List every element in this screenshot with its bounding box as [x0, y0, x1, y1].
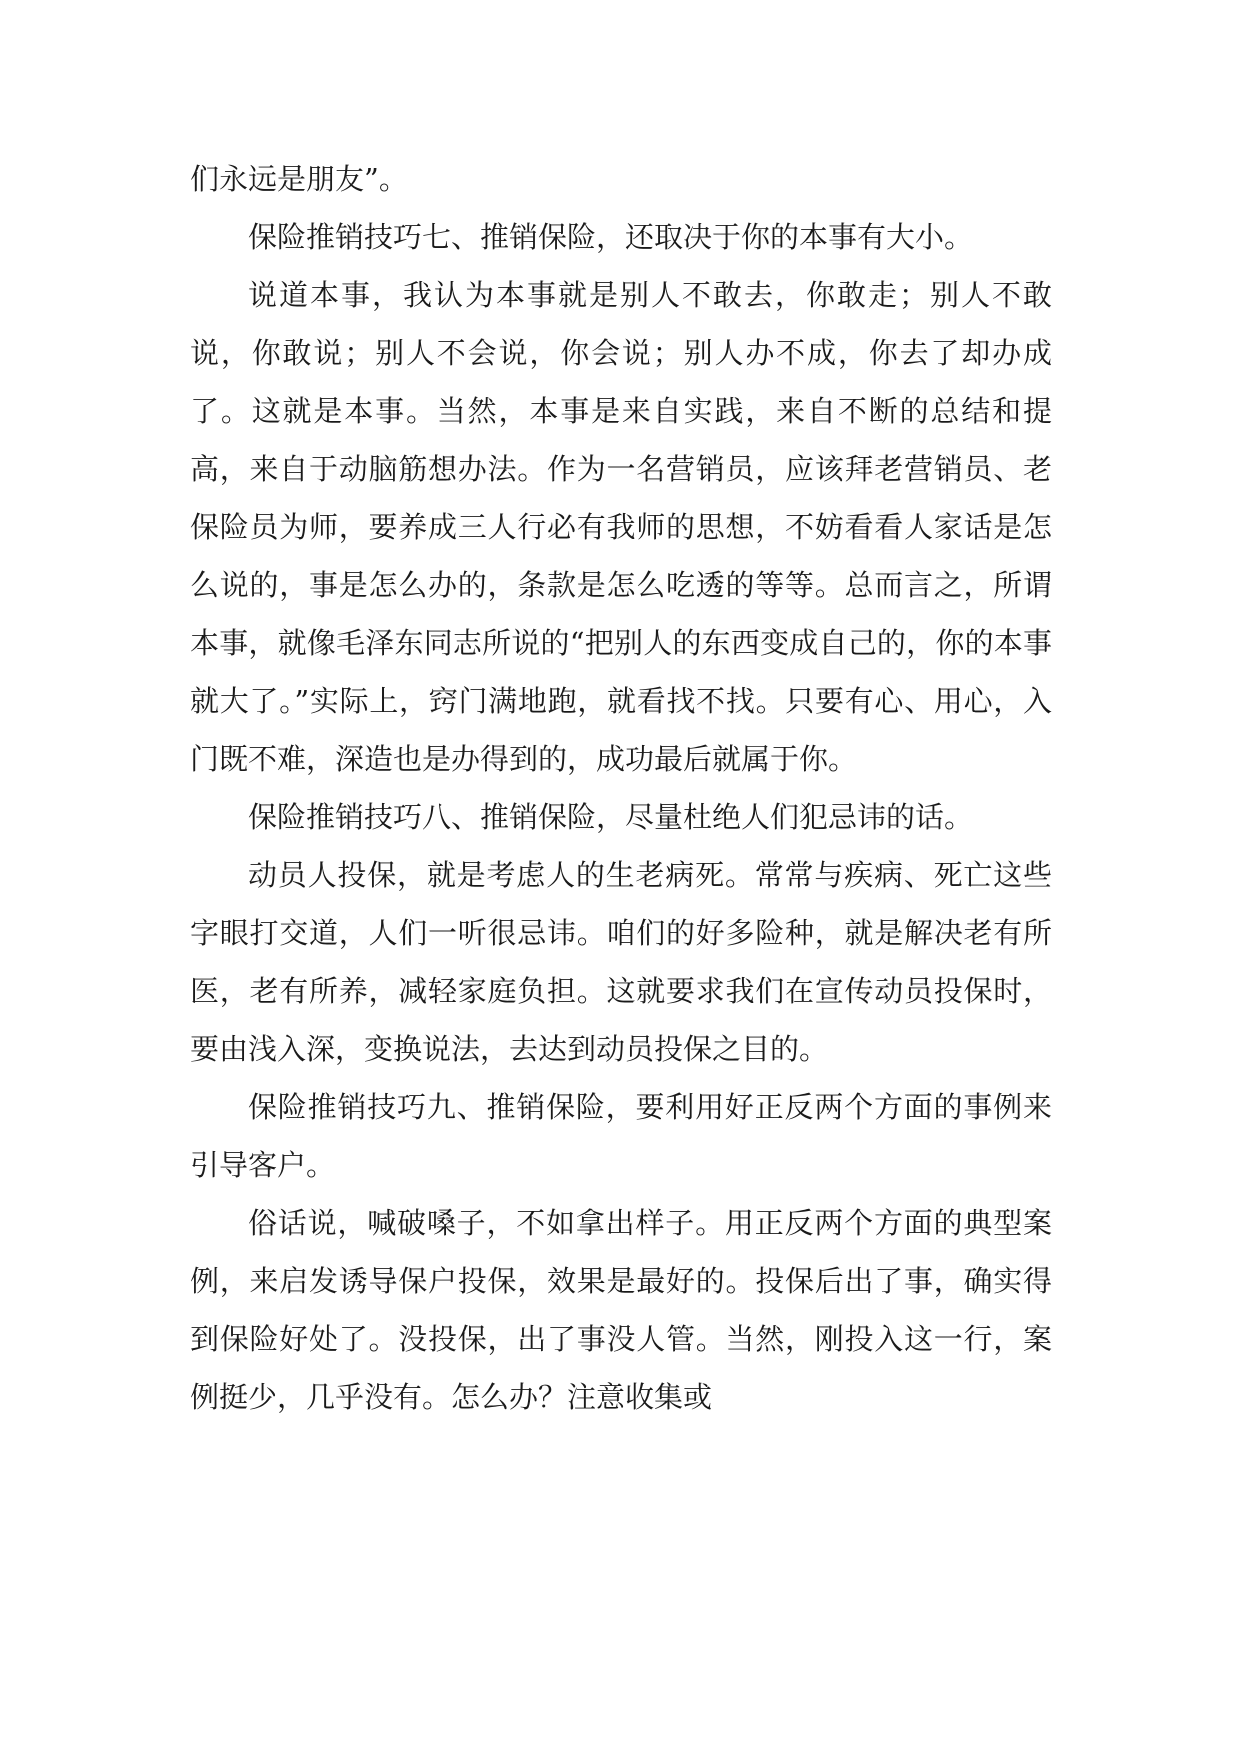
paragraph-tip-eight-body: 动员人投保，就是考虑人的生老病死。常常与疾病、死亡这些字眼打交道，人们一听很忌讳。咱们的好多险种，就是解决老有所医，老有所养，减轻家庭负担。这就要求我们在宣传动员投保时，要由浅入深，变换说法，去达到动员投保之目的。 [190, 858, 1052, 1066]
paragraph-continuation: 们永远是朋友”。 [190, 162, 408, 196]
paragraph-tip-seven-body: 说道本事，我认为本事就是别人不敢去，你敢走；别人不敢说，你敢说；别人不会说，你会说；别人办不成，你去了却办成了。这就是本事。当然，本事是来自实践，来自不断的总结和提高，来自于动脑筋想办法。作为一名营销员，应该拜老营销员、老保险员为师，要养成三人行必有我师的思想，不妨看看人家话是怎么说的，事是怎么办的，条款是怎么吃透的等等。总而言之，所谓本事，就像毛泽东同志所说的“把别人的东西变成自己的，你的本事就大了。”实际上，窍门满地跑，就看找不找。只要有心、用心，入门既不难，深造也是办得到的，成功最后就属于你。 [190, 278, 1052, 776]
heading-tip-nine: 保险推销技巧九、推销保险，要利用好正反两个方面的事例来引导客户。 [190, 1090, 1052, 1182]
heading-tip-seven: 保险推销技巧七、推销保险，还取决于你的本事有大小。 [248, 220, 974, 254]
paragraph-tip-nine-body: 俗话说，喊破嗓子，不如拿出样子。用正反两个方面的典型案例，来启发诱导保户投保，效果是最好的。投保后出了事，确实得到保险好处了。没投保，出了事没人管。当然，刚投入这一行，案例挺少，几乎没有。怎么办？注意收集或 [190, 1206, 1052, 1414]
document-page [190, 150, 1052, 1426]
heading-tip-eight: 保险推销技巧八、推销保险，尽量杜绝人们犯忌讳的话。 [248, 800, 974, 834]
